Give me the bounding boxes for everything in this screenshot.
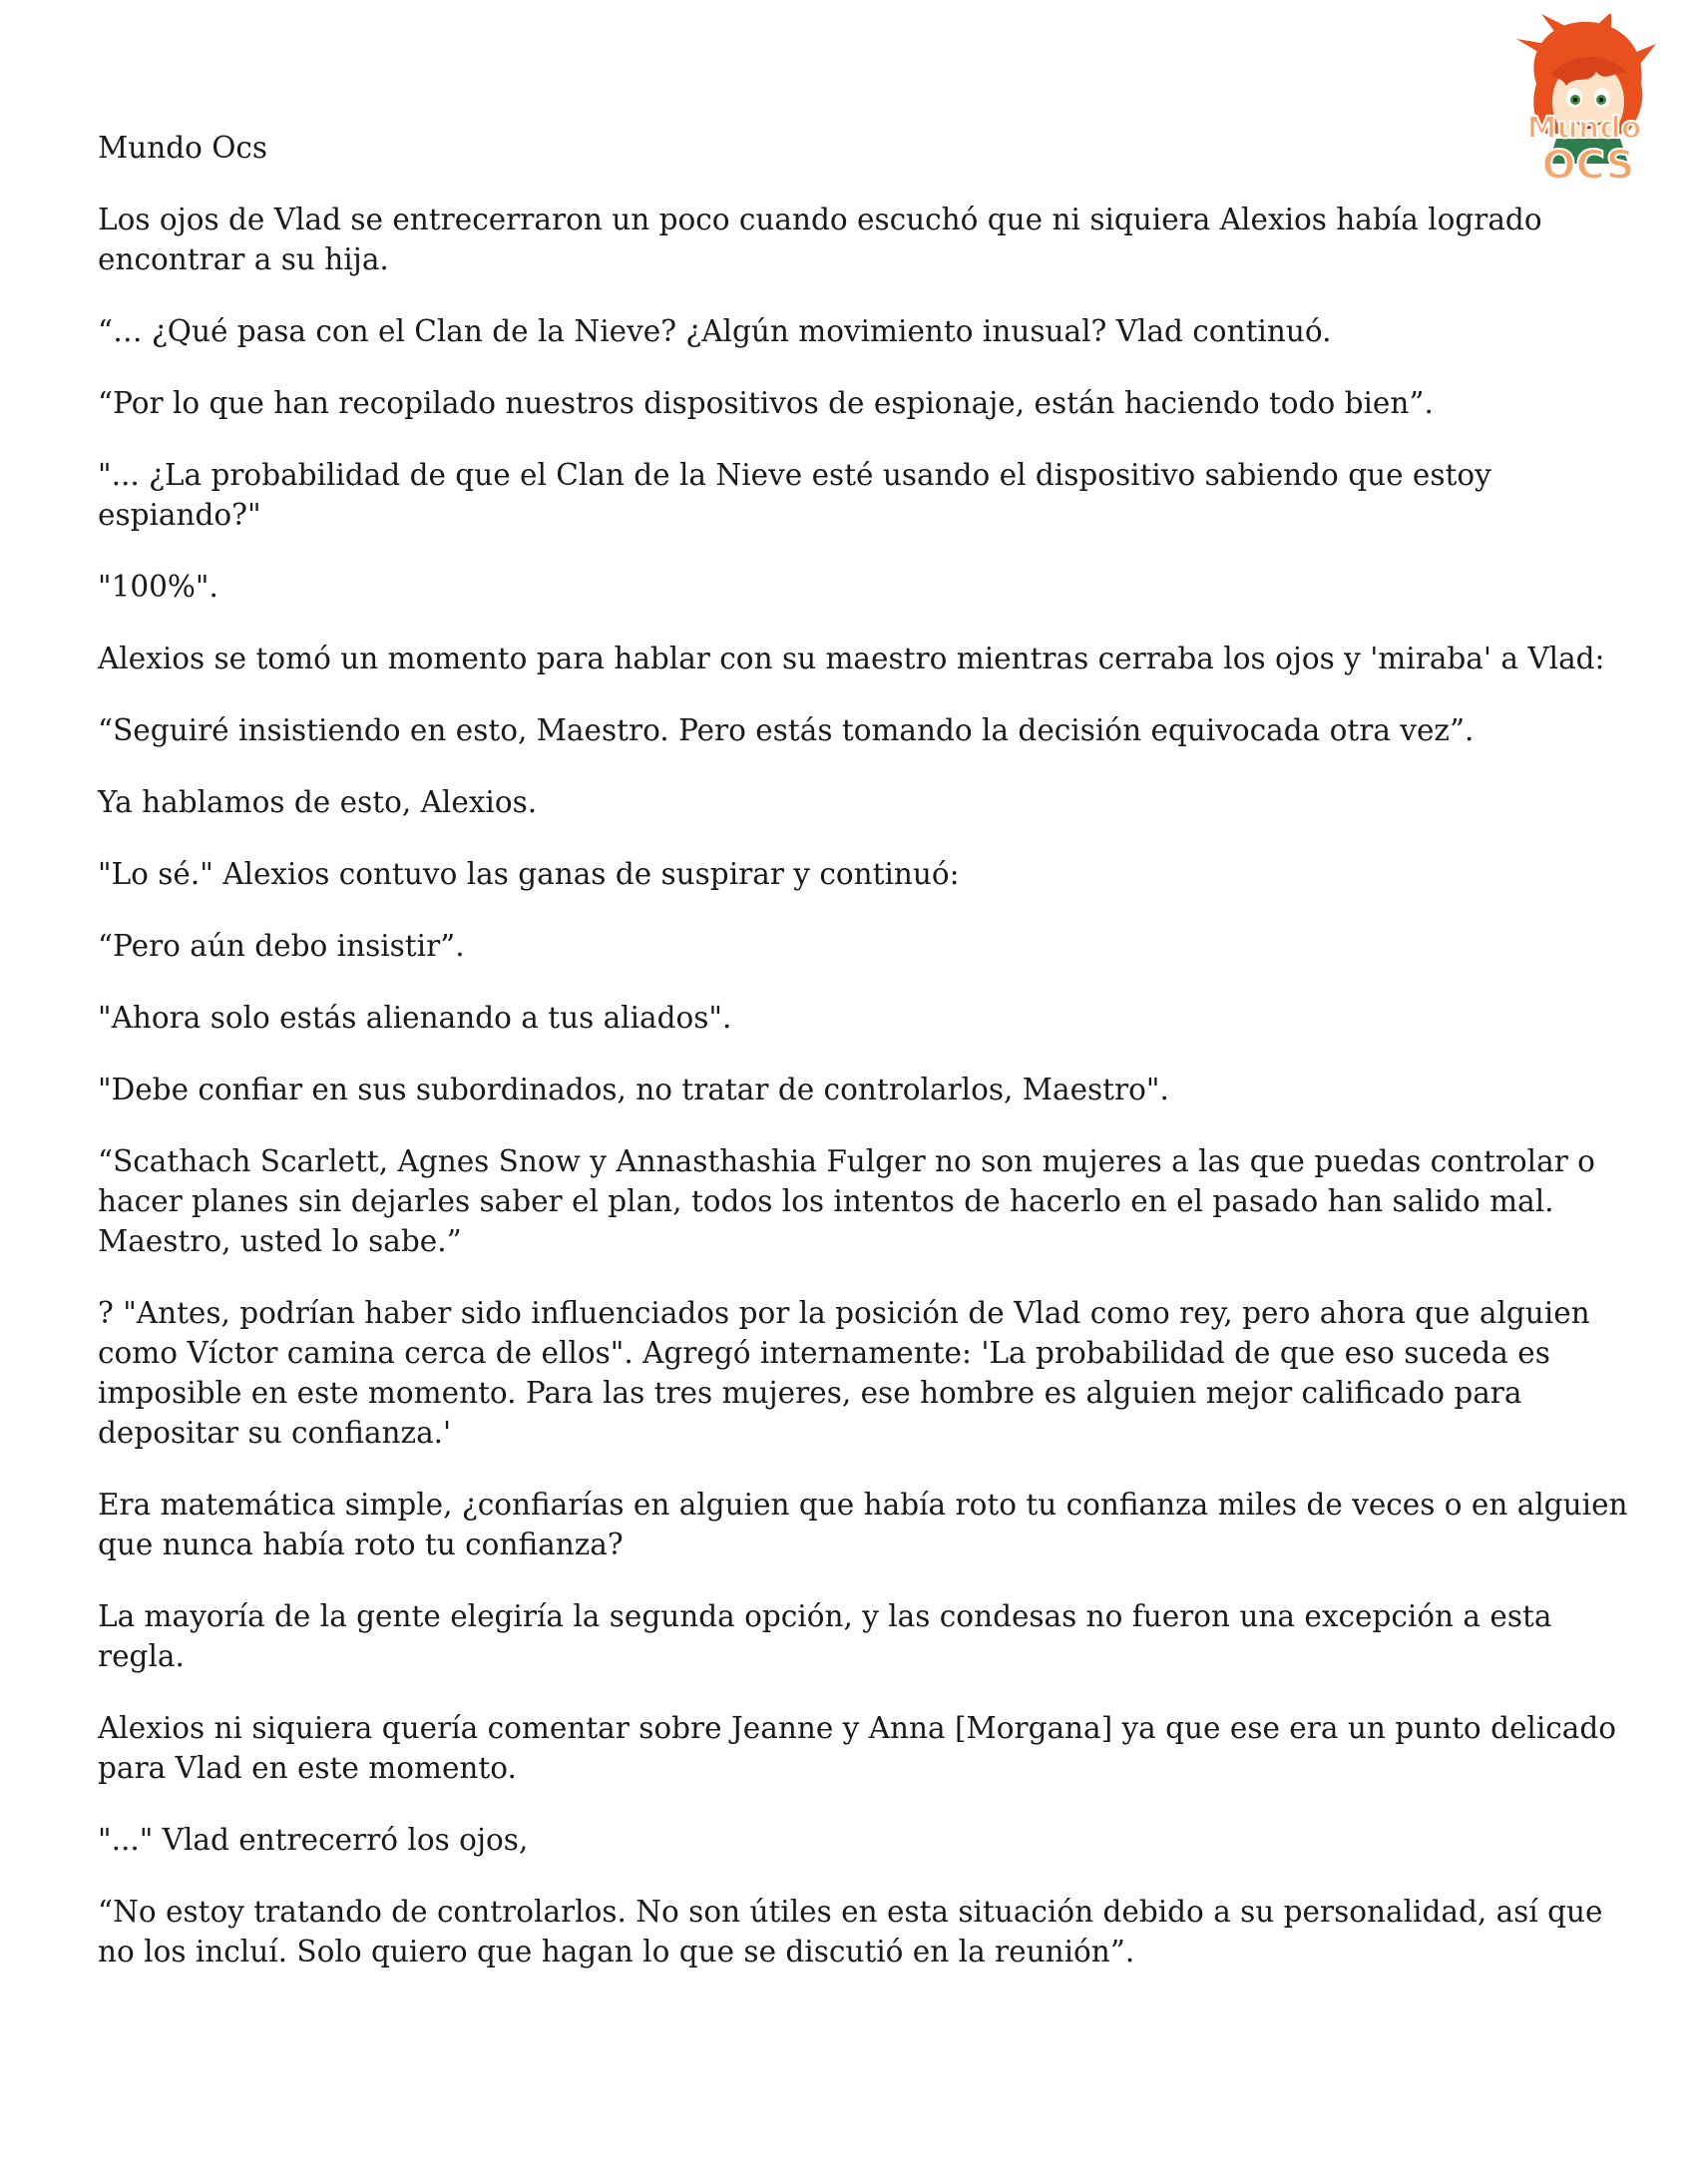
paragraph: "..." Vlad entrecerró los ojos, [98, 1823, 529, 1857]
paragraph: "... ¿La probabilidad de que el Clan de la Nieve esté usando el dispositivo sabiendo que estoy espiando?" [98, 458, 1491, 532]
paragraph: ? "Antes, podrían haber sido influenciados por la posición de Vlad como rey, pero ahora que alguien como Víctor camina cerca de ellos". Agregó internamente: 'La probabilidad de que eso suceda es imposible en este momento. Para las tres mujeres, ese hombre es alguien mejor calificado para depositar su confianza.' [98, 1296, 1590, 1450]
svg-text:OCS: OCS [1541, 143, 1635, 189]
paragraph: Los ojos de Vlad se entrecerraron un poco cuando escuchó que ni siquiera Alexios había logrado encontrar a su hija. [98, 203, 1542, 276]
paragraph: "100%". [98, 570, 218, 604]
paragraph: “Scathach Scarlett, Agnes Snow y Annasthashia Fulger no son mujeres a las que puedas controlar o hacer planes sin dejarles saber el plan, todos los intentos de hacerlo en el pasado han salido mal. Maestro, usted lo sabe.” [98, 1144, 1595, 1258]
paragraph: Alexios ni siquiera quería comentar sobre Jeanne y Anna [Morgana] ya que ese era un punto delicado para Vlad en este momento. [98, 1711, 1617, 1785]
paragraph: Era matemática simple, ¿confiarías en alguien que había roto tu confianza miles de veces o en alguien que nunca había roto tu confianza? [98, 1488, 1628, 1561]
svg-text:Mundo: Mundo [1526, 111, 1642, 146]
paragraph-list [98, 200, 1634, 1971]
paragraph: “Seguiré insistiendo en esto, Maestro. Pero estás tomando la decisión equivocada otra vez”. [98, 713, 1475, 747]
document-body [98, 128, 1634, 2003]
paragraph: "Ahora solo estás alienando a tus aliados". [98, 1001, 732, 1035]
paragraph: La mayoría de la gente elegiría la segunda opción, y las condesas no fueron una excepción a esta regla. [98, 1599, 1552, 1673]
paragraph: “… ¿Qué pasa con el Clan de la Nieve? ¿Algún movimiento inusual? Vlad continuó. [98, 314, 1332, 348]
paragraph: “No estoy tratando de controlarlos. No son útiles en esta situación debido a su personalidad, así que no los incluí. Solo quiero que hagan lo que se discutió en la reunión”. [98, 1895, 1603, 1968]
paragraph: “Pero aún debo insistir”. [98, 929, 465, 963]
paragraph: Alexios se tomó un momento para hablar con su maestro mientras cerraba los ojos y 'miraba' a Vlad: [98, 642, 1605, 675]
paragraph: "Lo sé." Alexios contuvo las ganas de suspirar y continuó: [98, 857, 960, 891]
paragraph: Ya hablamos de esto, Alexios. [98, 785, 538, 819]
site-name: Mundo Ocs [98, 131, 268, 165]
paragraph: “Por lo que han recopilado nuestros dispositivos de espionaje, están haciendo todo bien”. [98, 386, 1434, 420]
paragraph: "Debe confiar en sus subordinados, no tratar de controlarlos, Maestro". [98, 1073, 1169, 1106]
